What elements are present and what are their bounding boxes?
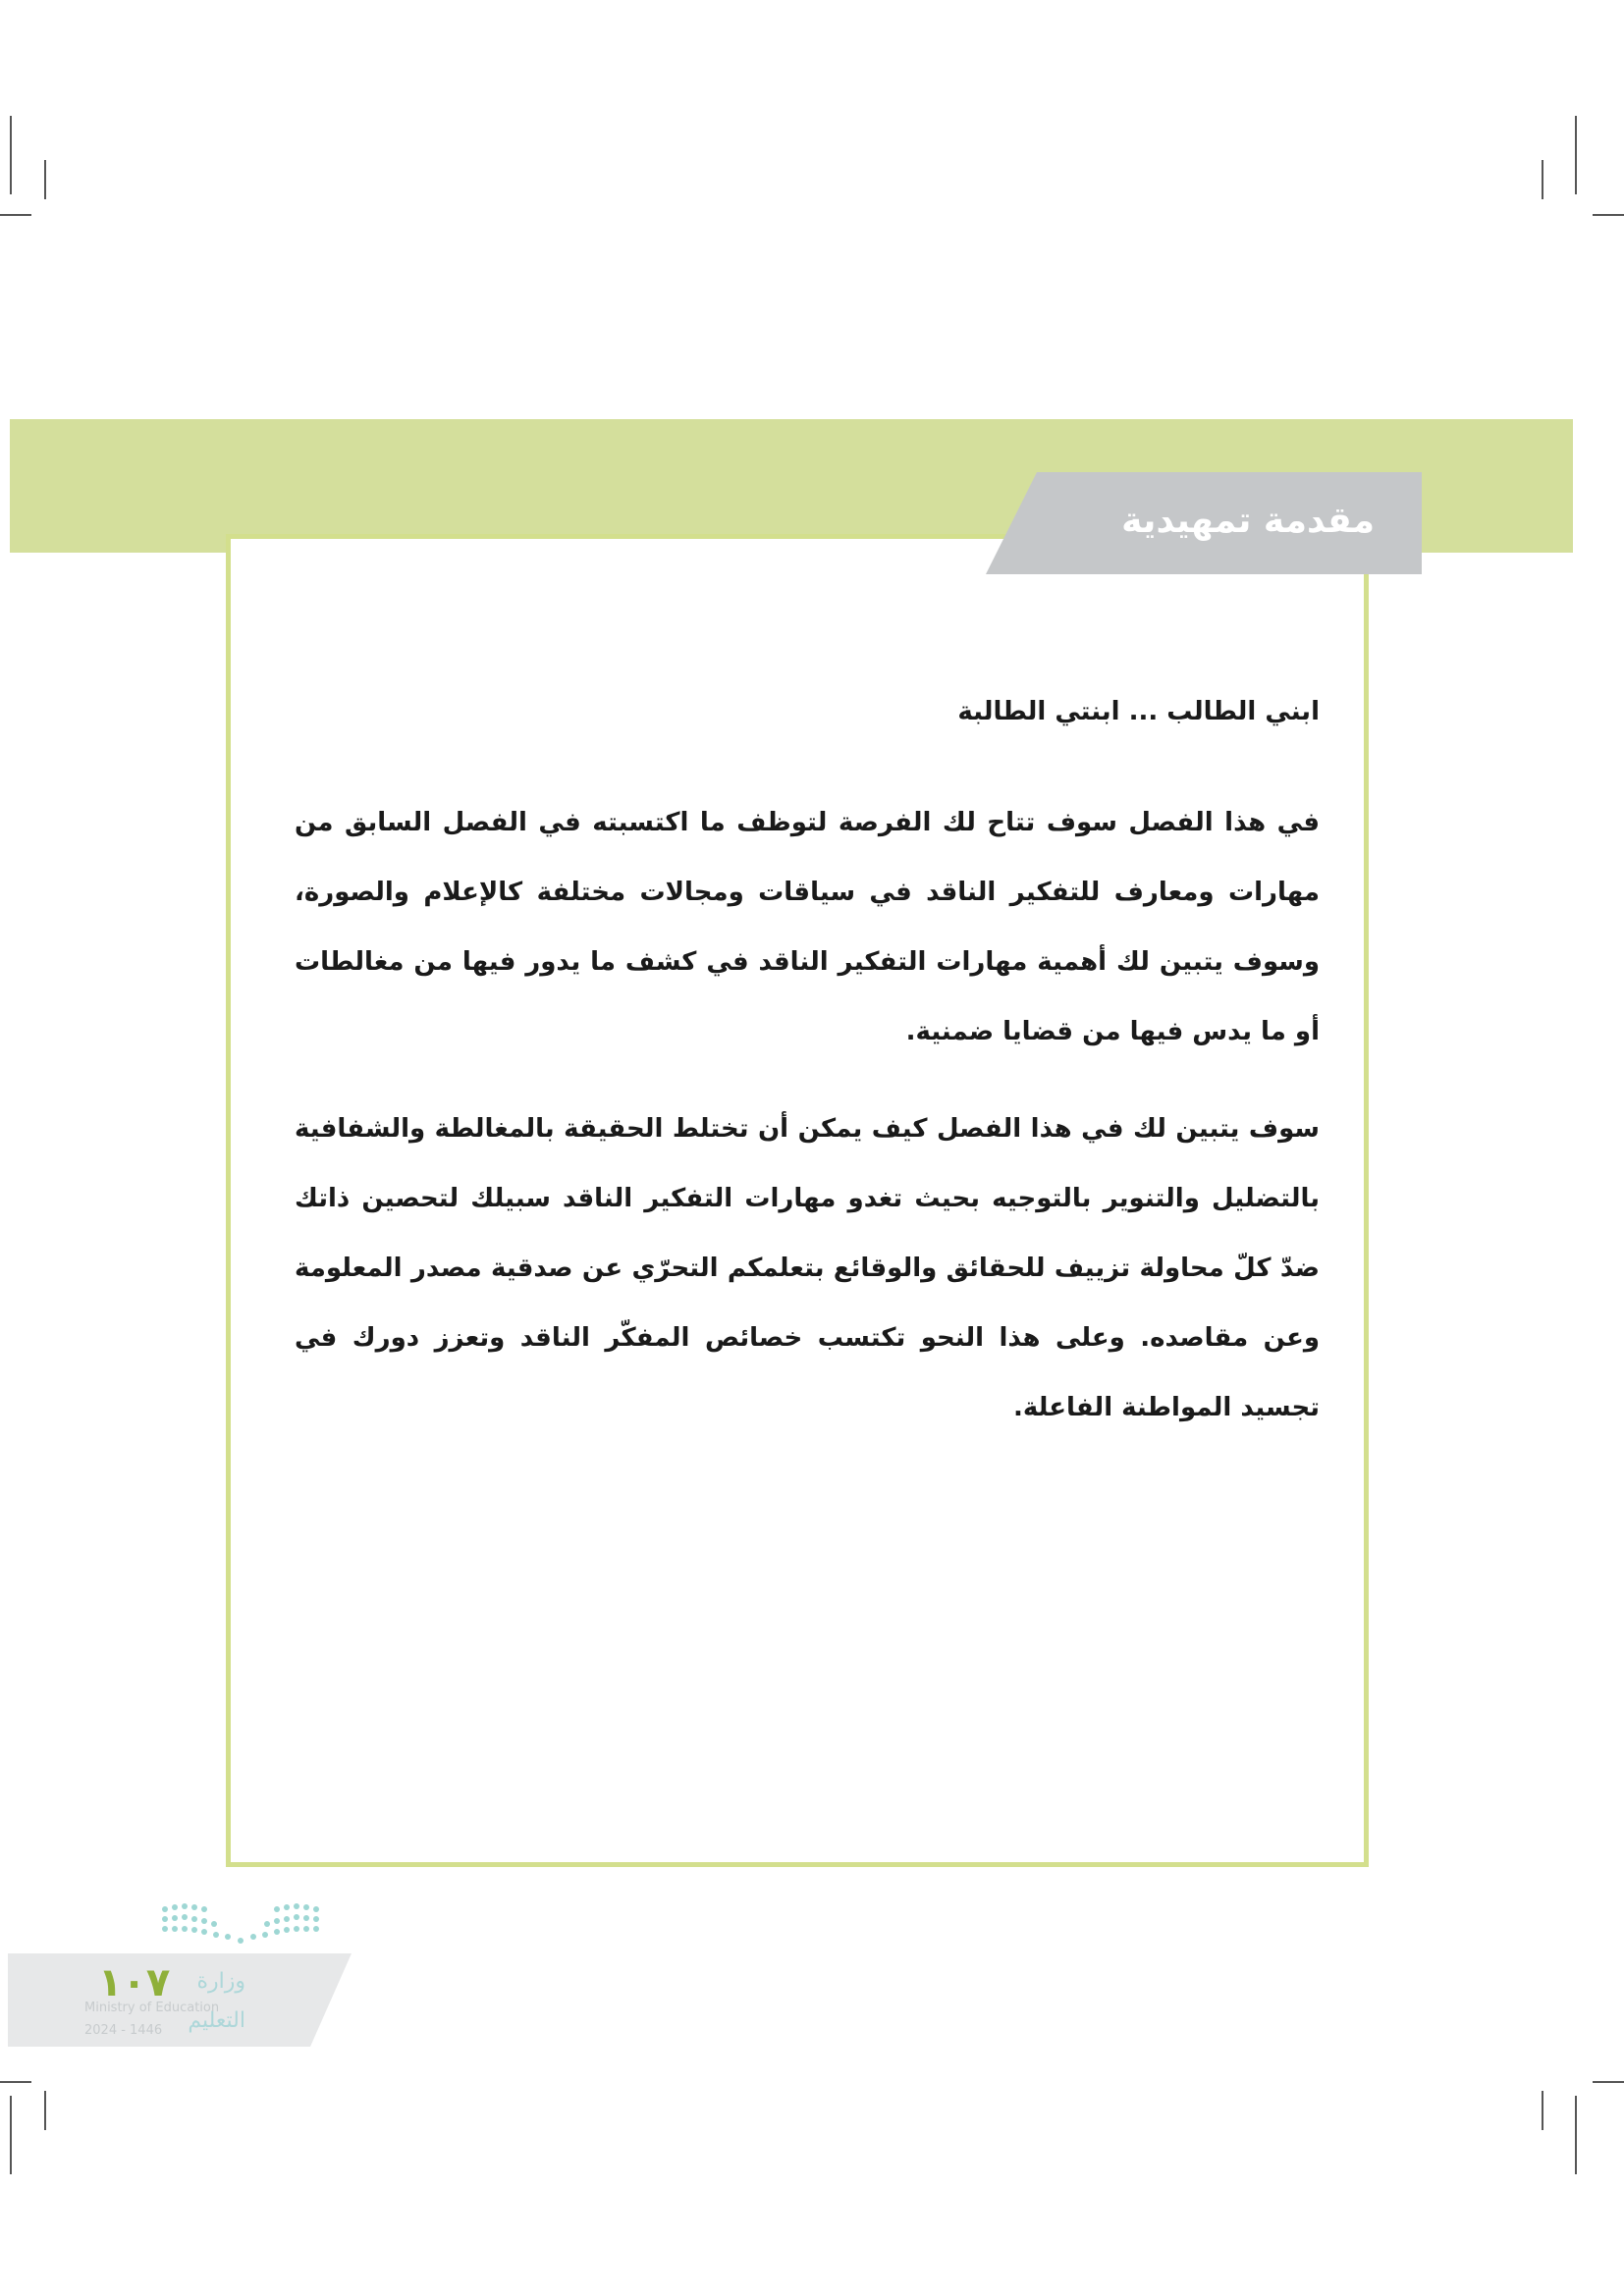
crop-mark	[0, 2081, 31, 2083]
crop-mark	[1593, 2081, 1624, 2083]
page-number: ١٠٧	[98, 1960, 171, 2005]
crop-mark	[1593, 214, 1624, 216]
crop-mark	[44, 160, 46, 199]
section-title: مقدمة تمهيدية	[1121, 501, 1375, 541]
crop-mark	[1542, 2091, 1543, 2130]
crop-mark	[10, 2096, 12, 2174]
ministry-logo-icon	[157, 1899, 324, 1949]
ministry-name-en: Ministry of Education	[84, 2001, 220, 2015]
crop-mark	[10, 116, 12, 194]
crop-mark	[1542, 160, 1543, 199]
intro-paragraph: سوف يتبين لك في هذا الفصل كيف يمكن أن تختلط الحقيقة بالمغالطة والشفافية بالتضليل والتنوير بالتوجيه بحيث تغدو مهارات التفكير الناقد سبيلك لتحصين ذاتك ضدّ كلّ محاولة تزييف للحقائق والوقائع بتعلمكم التحرّي عن صدقية مصدر المعلومة وعن مقاصده. وعلى هذا النحو تكتسب خصائص المفكّر الناقد وتعزز دورك في تجسيد المواطنة الفاعلة.	[295, 1114, 1320, 1422]
ministry-name-ar: وزارة التعليم	[188, 1969, 245, 2033]
crop-mark	[1575, 116, 1577, 194]
crop-mark	[1575, 2096, 1577, 2174]
crop-mark	[0, 214, 31, 216]
greeting: ابني الطالب ... ابنتي الطالبة	[957, 697, 1320, 726]
crop-mark	[44, 2091, 46, 2130]
intro-paragraph: في هذا الفصل سوف تتاح لك الفرصة لتوظف ما اكتسبته في الفصل السابق من مهارات ومعارف للتفكير الناقد في سياقات ومجالات مختلفة كالإعلام والصورة، وسوف يتبين لك أهمية مهارات التفكير الناقد في كشف ما يدور فيها من مغالطات أو ما يدس فيها من قضايا ضمنية.	[295, 808, 1320, 1046]
edition-year: 2024 - 1446	[84, 2023, 163, 2038]
